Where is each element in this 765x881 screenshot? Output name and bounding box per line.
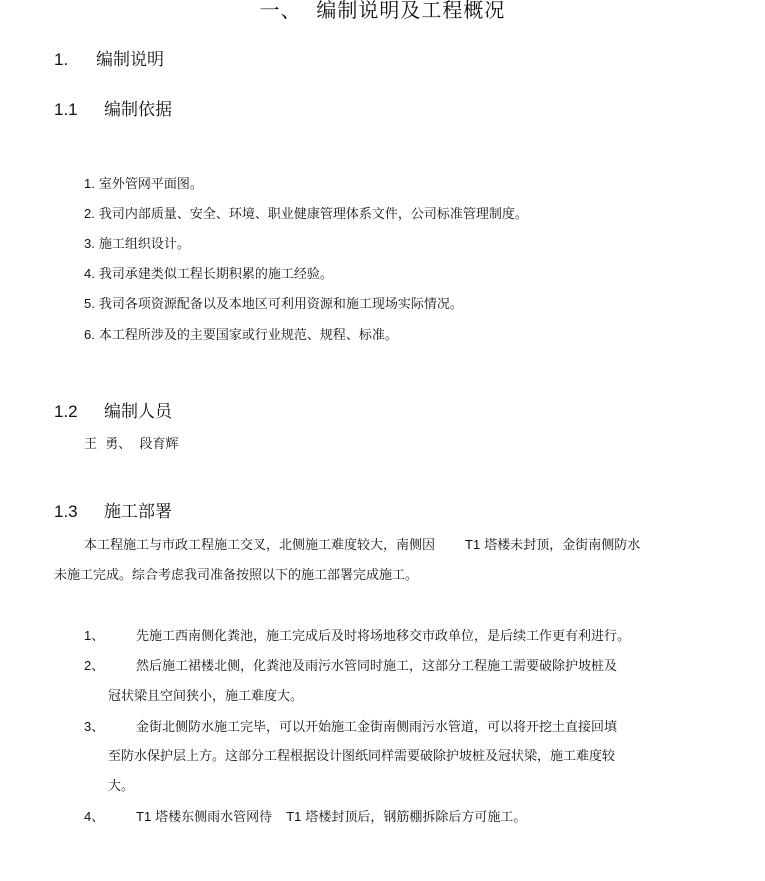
step-text: [136, 806, 526, 825]
step-number: 4、: [84, 809, 105, 824]
list-item: [84, 263, 333, 282]
step-text: 然后施工裙楼北侧，化粪池及雨污水管同时施工，这部分工程施工需要破除护坡桩及: [136, 659, 618, 674]
step-text: 金街北侧防水施工完毕，可以开始施工金街南侧雨污水管道，可以将开挖土直接回填: [136, 720, 618, 735]
text-run: 本工程施工与市政工程施工交叉，北侧施工难度较大，南侧因: [84, 538, 436, 553]
section-1-1-heading: [54, 95, 172, 120]
list-text: 室外管网平面图。: [98, 177, 203, 192]
list-item: [84, 293, 463, 312]
author-names: 王 勇、 段育辉: [84, 437, 179, 452]
step-number: 3、: [84, 719, 105, 734]
step-number: 2、: [84, 658, 105, 673]
section-number: 1.: [54, 50, 69, 69]
section-1-3-heading: [54, 497, 172, 522]
text-run: 塔楼东侧雨水管网待: [155, 810, 273, 825]
section-1-heading: [54, 45, 164, 70]
list-number: 1.: [84, 176, 95, 191]
section-number: 1.2: [54, 402, 78, 421]
list-number: 6.: [84, 327, 95, 342]
section-title: 编制依据: [104, 100, 172, 120]
section-title: 施工部署: [104, 502, 172, 522]
list-text: 施工组织设计。: [98, 237, 190, 252]
list-text: 我司内部质量、安全、环境、职业健康管理体系文件，公司标准管理制度。: [98, 207, 528, 222]
list-item: [84, 173, 203, 192]
list-text: 我司各项资源配备以及本地区可利用资源和施工现场实际情况。: [98, 297, 463, 312]
section-number: 1.1: [54, 100, 78, 119]
document-title: 一、 编制说明及工程概况: [259, 0, 506, 22]
text-run: 塔楼封顶后，钢筋棚拆除后方可施工。: [305, 810, 527, 825]
section-title: 编制人员: [104, 402, 172, 422]
text-run: 塔楼未封顶，金街南侧防水: [484, 538, 641, 553]
section-number: 1.3: [54, 502, 78, 521]
step-text: 先施工西南侧化粪池，施工完成后及时将场地移交市政单位，是后续工作更有利进行。: [136, 629, 631, 644]
step-number: 1、: [84, 628, 105, 643]
list-item: [84, 324, 398, 343]
step-text: 至防水保护层上方。这部分工程根据设计图纸同样需要破除护坡桩及冠状梁，施工难度较: [108, 749, 616, 764]
intro-paragraph-line-2: 未施工完成。综合考虑我司准备按照以下的施工部署完成施工。: [54, 568, 419, 583]
intro-paragraph-line-1: [84, 534, 640, 553]
text-run: T1: [136, 809, 152, 824]
list-number: 3.: [84, 236, 95, 251]
list-item: [84, 233, 190, 252]
text-run: T1: [286, 809, 302, 824]
section-1-2-heading: [54, 397, 172, 422]
list-text: 本工程所涉及的主要国家或行业规范、规程、标准。: [98, 328, 398, 343]
text-run: T1: [465, 537, 481, 552]
list-text: 我司承建类似工程长期积累的施工经验。: [98, 267, 333, 282]
step-text: 大。: [108, 779, 135, 794]
step-text: 冠状梁且空间狭小，施工难度大。: [108, 689, 304, 704]
list-number: 2.: [84, 206, 95, 221]
list-item: [84, 203, 528, 222]
section-title: 编制说明: [96, 50, 164, 70]
list-number: 5.: [84, 296, 95, 311]
list-number: 4.: [84, 266, 95, 281]
